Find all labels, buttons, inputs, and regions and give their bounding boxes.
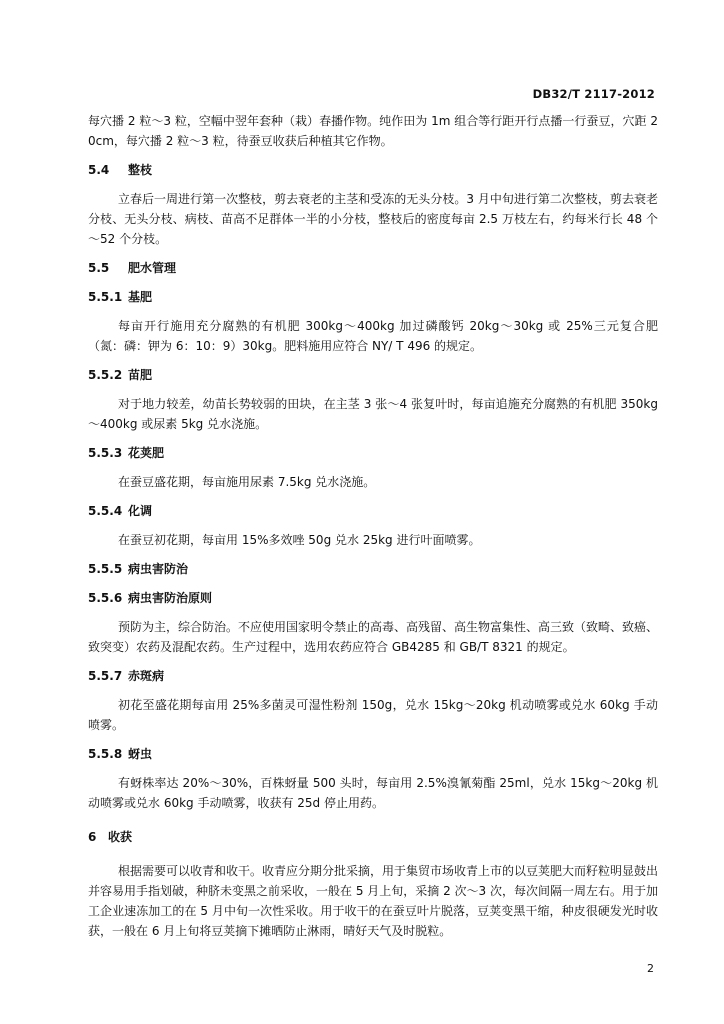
section-title: 化调: [128, 504, 153, 518]
section-title: 苗肥: [128, 368, 153, 382]
section-title: 整枝: [128, 163, 153, 177]
paragraph: 每穴播 2 粒～3 粒，空幅中翌年套种（栽）春播作物。纯作田为 1m 组合等行距开行点播一行蚕豆，穴距 20cm，每穴播 2 粒～3 粒，待蚕豆收获后种植其它作物。: [88, 114, 658, 148]
section-number: 5.5.2: [88, 368, 123, 382]
paragraph: 对于地力较差，幼苗长势较弱的田块，在主茎 3 张～4 张复叶时，每亩追施充分腐熟的有机肥 350kg～400kg 或尿素 5kg 兑水浇施。: [88, 397, 658, 431]
section-title: 病虫害防治原则: [128, 591, 213, 605]
section-title: 花荚肥: [128, 446, 165, 460]
section-heading-6: [88, 827, 658, 847]
section-heading-5-5-1: [88, 287, 658, 307]
paragraph: 预防为主，综合防治。不应使用国家明令禁止的高毒、高残留、高生物富集性、高三致（致畸、致癌、致突变）农药及混配农药。生产过程中，选用农药应符合 GB4285 和 GB/T 8321 的规定。: [88, 620, 659, 654]
section-number: 5.5: [88, 261, 110, 275]
section-heading-5-5-5: [88, 559, 658, 579]
paragraph: 根据需要可以收青和收干。收青应分期分批采摘，用于集贸市场收青上市的以豆荚肥大而籽粒明显鼓出并容易用手指划破，种脐未变黑之前采收，一般在 5 月上旬，采摘 2 次～3 次，每次间隔一周左右。用于加工企业速冻加工的在 5 月中旬一次性采收。用于收干的在蚕豆叶片脱落，豆荚变黑干缩，种皮很硬发光时收获，一般在 6 月上旬将豆荚摘下摊晒防止淋雨，晴好天气及时脱粒。: [88, 864, 659, 938]
page-number: 2: [647, 962, 654, 975]
section-title: 赤斑病: [128, 669, 165, 683]
section-heading-5-5-4: [88, 501, 658, 521]
section-number: 5.4: [88, 163, 110, 177]
section-heading-5-5: [88, 258, 658, 278]
section-number: 5.5.1: [88, 290, 123, 304]
paragraph: 立春后一周进行第一次整枝，剪去衰老的主茎和受冻的无头分枝。3 月中旬进行第二次整枝，剪去衰老分枝、无头分枝、病枝、苗高不足群体一半的小分枝，整枝后的密度每亩 2.5 万枝左右，约每米行长 48 个～52 个分枝。: [88, 192, 658, 246]
section-heading-5-4: [88, 160, 658, 180]
section-number: 5.5.8: [88, 747, 123, 761]
paragraph: 在蚕豆初花期，每亩用 15%多效唑 50g 兑水 25kg 进行叶面喷雾。: [118, 533, 481, 547]
section-heading-5-5-2: [88, 365, 658, 385]
section-heading-5-5-7: [88, 666, 658, 686]
section-number: 5.5.4: [88, 504, 123, 518]
section-number: 5.5.6: [88, 591, 123, 605]
paragraph: 有蚜株率达 20%～30%，百株蚜量 500 头时，每亩用 2.5%溴氰菊酯 25ml，兑水 15kg～20kg 机动喷雾或兑水 60kg 手动喷雾，收获有 25d 停止用药。: [88, 776, 658, 810]
section-title: 基肥: [128, 290, 153, 304]
document-body: [88, 111, 658, 941]
paragraph: 在蚕豆盛花期，每亩施用尿素 7.5kg 兑水浇施。: [118, 475, 376, 489]
section-number: 5.5.5: [88, 562, 123, 576]
document-code: DB32/T 2117-2012: [532, 87, 655, 101]
section-number: 6: [88, 830, 97, 844]
section-title: 收获: [108, 830, 133, 844]
section-heading-5-5-3: [88, 443, 658, 463]
section-title: 病虫害防治: [128, 562, 189, 576]
section-title: 蚜虫: [128, 747, 153, 761]
section-number: 5.5.3: [88, 446, 123, 460]
section-heading-5-5-8: [88, 744, 658, 764]
section-number: 5.5.7: [88, 669, 123, 683]
paragraph: 初花至盛花期每亩用 25%多菌灵可湿性粉剂 150g，兑水 15kg～20kg 机动喷雾或兑水 60kg 手动喷雾。: [88, 698, 658, 732]
section-heading-5-5-6: [88, 588, 658, 608]
section-title: 肥水管理: [128, 261, 177, 275]
paragraph: 每亩开行施用充分腐熟的有机肥 300kg～400kg 加过磷酸钙 20kg～30kg 或 25%三元复合肥（氮：磷：钾为 6：10：9）30kg。肥料施用应符合 NY/ T 496 的规定。: [88, 319, 658, 353]
